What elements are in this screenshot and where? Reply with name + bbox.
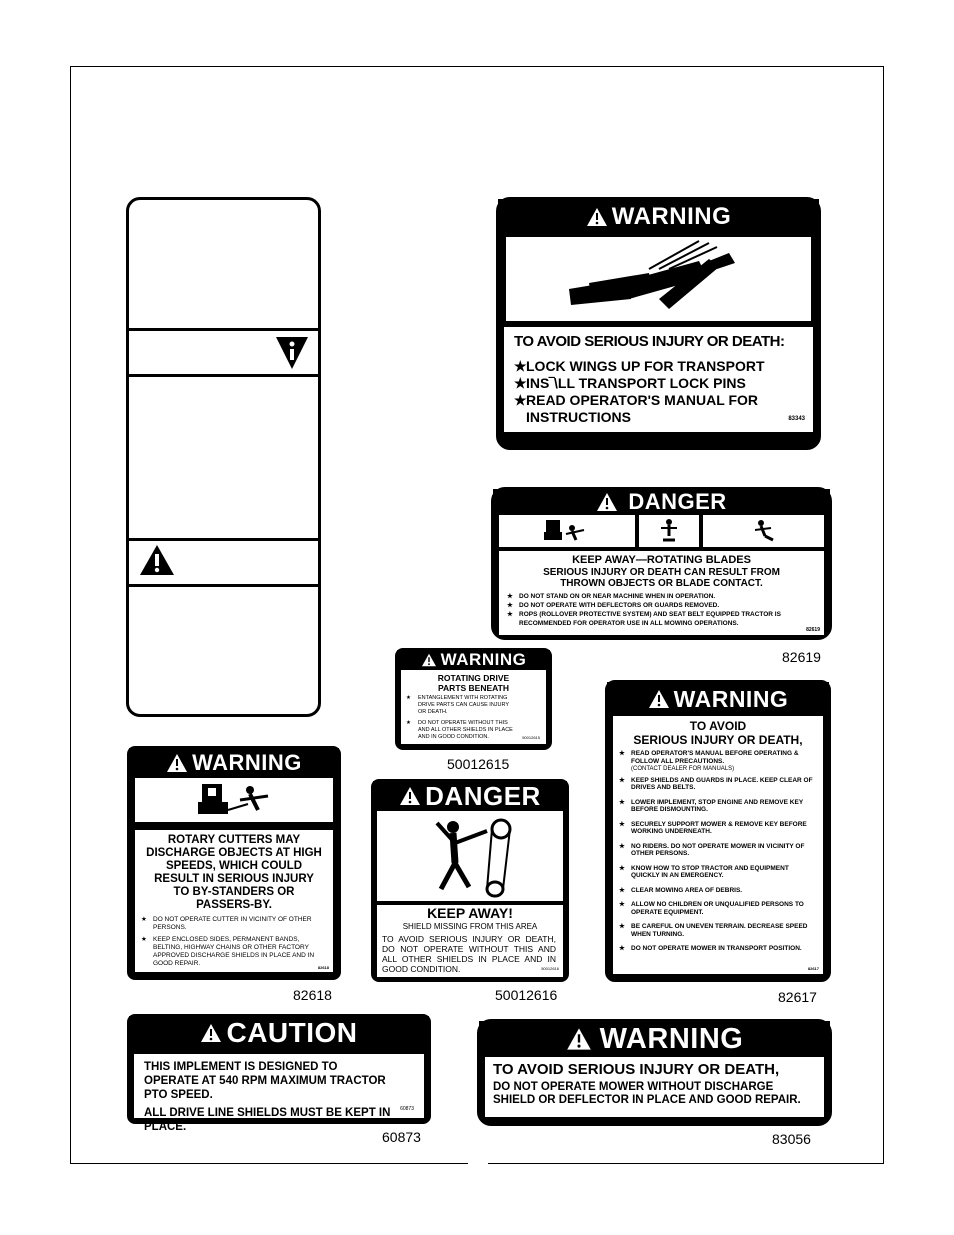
list-item: ★ DO NOT OPERATE MOWER IN TRANSPORT POSITION. (619, 945, 817, 953)
list-item: ★ DO NOT STAND ON OR NEAR MACHINE WHEN IN OPERATION. (507, 592, 816, 601)
danger-blades-title: KEEP AWAY—ROTATING BLADES (572, 554, 751, 566)
list-item: ★ KEEP SHIELDS AND GUARDS IN PLACE. KEEP CLEAR OF DRIVES AND BELTS. (619, 777, 817, 792)
decal-code: 82618 (317, 965, 329, 970)
entanglement-pictogram (377, 811, 563, 901)
list-item: ★ READ OPERATOR'S MANUAL FOR INSTRUCTIONS (514, 392, 803, 426)
danger-blades-list (507, 592, 816, 628)
warning-transport-decal (496, 197, 821, 450)
warning-cutters-title: ROTARY CUTTERS MAY DISCHARGE OBJECTS AT HIGH SPEEDS, WHICH COULD RESULT IN SERIOUS INJURY TO BY-STANDERS OR PASSERS-BY. (146, 834, 322, 911)
warning-discharge-header: WARNING (479, 1021, 830, 1057)
blank-decal-divider-4 (129, 584, 318, 587)
exclamation-triangle-inverted-icon (275, 336, 309, 370)
warning-transport-body (504, 327, 813, 432)
warning-transport-list (514, 358, 803, 426)
danger-shield-body (377, 905, 563, 977)
list-item: ★ ENTANGLEMENT WITH ROTATING DRIVE PARTS CAN CAUSE INJURY OR DEATH. (406, 695, 541, 716)
list-item: ★ CLEAR MOWING AREA OF DEBRIS. (619, 887, 817, 895)
warning-general-decal (605, 680, 831, 982)
list-item: ★ LOCK WINGS UP FOR TRANSPORT (514, 358, 803, 375)
folding-wing-pictogram (504, 235, 813, 323)
warning-triangle-icon (200, 1023, 222, 1043)
danger-shield-body-text: TO AVOID SERIOUS INJURY OR DEATH, DO NOT OPERATE WITHOUT THIS AND ALL OTHER SHIELDS IN PLACE AND IN GOOD CONDITION. (382, 934, 556, 974)
warning-discharge-body (485, 1057, 824, 1117)
warning-general-title-2: SERIOUS INJURY OR DEATH, (633, 733, 803, 747)
warning-triangle-icon (166, 753, 188, 773)
warning-discharge-body-text: DO NOT OPERATE MOWER WITHOUT DISCHARGE SHIELD OR DEFLECTOR IN PLACE AND GOOD REPAIR. (493, 1081, 801, 1106)
list-item: ★ SECURELY SUPPORT MOWER & REMOVE KEY BEFORE WORKING UNDERNEATH. (619, 821, 817, 836)
warning-triangle-icon (421, 653, 437, 667)
frame-gap (468, 1159, 488, 1169)
danger-blades-pictograms (499, 515, 824, 547)
part-number-50012615: 50012615 (447, 756, 510, 772)
caution-pto-decal (127, 1014, 431, 1133)
warning-cutters-decal (127, 746, 341, 980)
warning-general-body (613, 716, 823, 974)
list-item: ★ INS‾\LL TRANSPORT LOCK PINS (514, 375, 803, 392)
list-item: ★ ALLOW NO CHILDREN OR UNQUALIFIED PERSONS TO OPERATE EQUIPMENT. (619, 901, 817, 916)
warning-discharge-title: TO AVOID SERIOUS INJURY OR DEATH, (493, 1061, 780, 1078)
blank-decal-divider-3 (129, 538, 318, 541)
foot-contact-pictogram (703, 515, 824, 547)
blank-decal-outline (126, 197, 321, 717)
decal-code: 50012615 (522, 735, 540, 740)
decal-code: 82617 (807, 966, 819, 971)
list-item: ★ READ OPERATOR'S MANUAL BEFORE OPERATING & FOLLOW ALL PRECAUTIONS. (CONTACT DEALER FOR MANUALS) (619, 750, 817, 774)
warning-drive-decal (395, 648, 552, 750)
part-number-50012616: 50012616 (495, 987, 558, 1003)
warning-general-header: WARNING (607, 682, 829, 716)
warning-transport-header: WARNING (498, 199, 819, 235)
list-item: ★ DO NOT OPERATE WITHOUT THIS AND ALL OTHER SHIELDS IN PLACE AND IN GOOD CONDITION. (406, 720, 541, 741)
list-item: ★ ROPS (ROLLOVER PROTECTIVE SYSTEM) AND SEAT BELT EQUIPPED TRACTOR IS RECOMMENDED FOR OPERATOR USE IN ALL MOWING OPERATIONS. (507, 610, 816, 628)
danger-blades-subtitle: SERIOUS INJURY OR DEATH CAN RESULT FROM THROWN OBJECTS OR BLADE CONTACT. (543, 567, 780, 589)
danger-shield-header: DANGER (373, 781, 567, 811)
list-item: ★ DO NOT OPERATE WITH DEFLECTORS OR GUARDS REMOVED. (507, 601, 816, 610)
blank-decal-divider-2 (129, 374, 318, 377)
decal-code: 82619 (806, 627, 820, 633)
thrown-object-pictogram (135, 778, 333, 822)
blank-decal-divider-1 (129, 328, 318, 331)
danger-blades-header: DANGER (493, 489, 830, 515)
caution-pto-body (134, 1054, 424, 1133)
warning-triangle-icon (399, 786, 421, 806)
warning-drive-list (406, 695, 541, 741)
warning-cutters-list (141, 916, 327, 968)
danger-blades-body (499, 551, 824, 635)
list-item: ★ LOWER IMPLEMENT, STOP ENGINE AND REMOVE KEY BEFORE DISMOUNTING. (619, 799, 817, 814)
part-number-60873: 60873 (382, 1129, 421, 1145)
warning-discharge-decal (477, 1019, 832, 1126)
list-item: ★ KNOW HOW TO STOP TRACTOR AND EQUIPMENT QUICKLY IN AN EMERGENCY. (619, 865, 817, 880)
warning-drive-body (401, 670, 546, 744)
caution-pto-para-2: ALL DRIVE LINE SHIELDS MUST BE KEPT IN PLACE. (144, 1107, 391, 1133)
warning-triangle-icon (586, 207, 608, 227)
danger-shield-subtitle: SHIELD MISSING FROM THIS AREA (402, 922, 538, 931)
warning-transport-subhead: TO AVOID SERIOUS INJURY OR DEATH: (514, 333, 785, 350)
decal-code: 83343 (788, 416, 805, 422)
part-number-82617: 82617 (778, 989, 817, 1005)
warning-cutters-header: WARNING (129, 748, 339, 778)
danger-shield-title: KEEP AWAY! (427, 905, 513, 921)
danger-shield-decal (371, 779, 569, 982)
warning-cutters-body (135, 830, 333, 972)
list-item: ★ DO NOT OPERATE CUTTER IN VICINITY OF OTHER PERSONS. (141, 916, 327, 932)
warning-triangle-icon (596, 492, 618, 512)
blade-contact-pictogram (639, 515, 699, 547)
warning-triangle-icon (566, 1027, 592, 1051)
list-item: ★ KEEP ENCLOSED SIDES, PERMANENT BANDS, BELTING, HIGHWAY CHAINS OR OTHER FACTORY APPROVED DISCHARGE SHIELDS IN PLACE AND IN GOOD REPAIR. (141, 936, 327, 968)
part-number-82618: 82618 (293, 987, 332, 1003)
warning-general-title-1: TO AVOID (689, 719, 747, 733)
warning-triangle-icon (648, 689, 670, 709)
warning-drive-header: WARNING (397, 650, 550, 670)
thrown-object-pictogram (499, 515, 635, 547)
part-number-83056: 83056 (772, 1131, 811, 1147)
decal-code: 50012616 (541, 966, 559, 971)
warning-general-note: (CONTACT DEALER FOR MANUALS) (631, 766, 735, 772)
list-item: ★ BE CAREFUL ON UNEVEN TERRAIN. DECREASE SPEED WHEN TURNING. (619, 923, 817, 938)
warning-drive-title: ROTATING DRIVE PARTS BENEATH (437, 673, 510, 693)
part-number-82619: 82619 (782, 649, 821, 665)
caution-pto-header: CAUTION (129, 1016, 429, 1050)
danger-blades-decal (491, 487, 832, 640)
warning-general-list (619, 750, 817, 953)
decal-code: 60873 (400, 1106, 414, 1112)
warning-triangle-icon (139, 544, 175, 576)
list-item: ★ NO RIDERS. DO NOT OPERATE MOWER IN VICINITY OF OTHER PERSONS. (619, 843, 817, 858)
caution-pto-para-1: THIS IMPLEMENT IS DESIGNED TO OPERATE AT 540 RPM MAXIMUM TRACTOR PTO SPEED. (144, 1061, 386, 1101)
